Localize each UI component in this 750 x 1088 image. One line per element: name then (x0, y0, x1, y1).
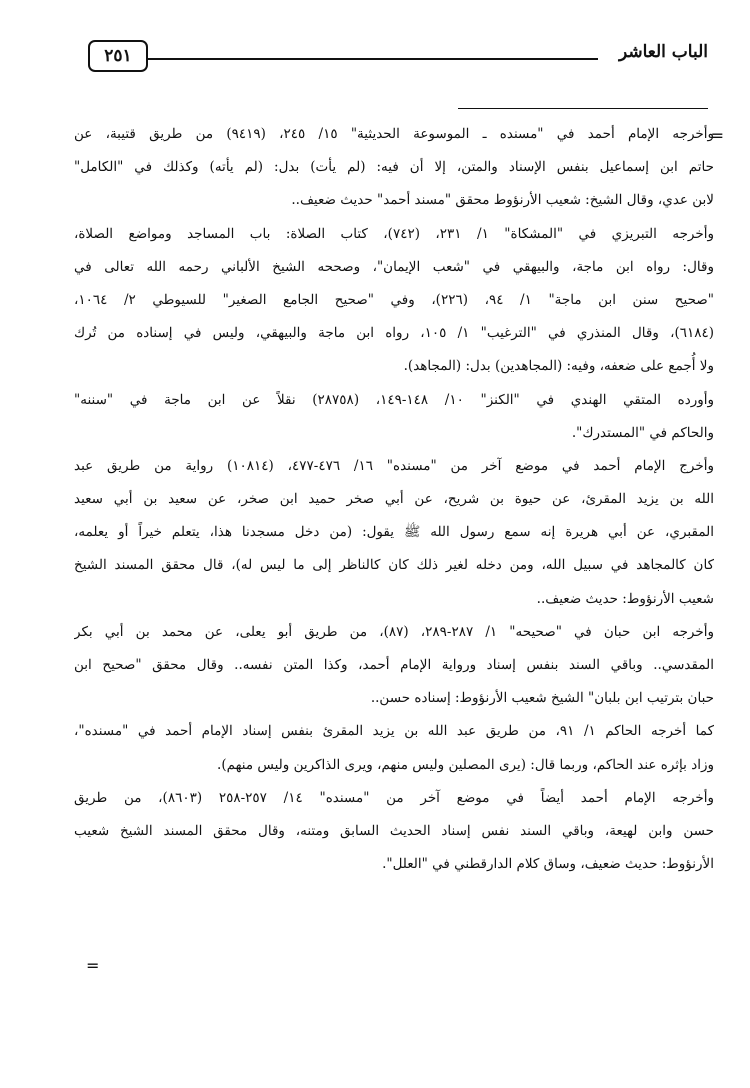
text-line: وقال: رواه ابن ماجة، والبيهقي في "شعب الإيمان"، وصححه الشيخ الألباني رحمه الله تعالى في (74, 258, 714, 275)
text-line: وزاد بإثره عند الحاكم، وربما قال: (يرى المصلين وليس منهم، ويرى الذاكرين وليس منهم). (217, 756, 714, 773)
text-line: وأخرجه الإمام أحمد أيضاً في موضع آخر من "مسنده" ١٤/ ٢٥٧-٢٥٨ (٨٦٠٣)، من طريق (74, 789, 714, 806)
text-line: كان كالمجاهد في سبيل الله، ومن دخله لغير ذلك كان كالناظر إلى ما ليس له)، قال محقق المسند الشيخ (74, 557, 714, 574)
page-header (88, 38, 708, 78)
text-line: والحاكم في "المستدرك". (571, 424, 714, 441)
text-line: الأرنؤوط: حديث ضعيف، وساق كلام الدارقطني في "العلل". (382, 856, 714, 873)
text-line: كما أخرجه الحاكم ١/ ٩١، من طريق عبد الله بن يزيد المقرئ بنفس إسناد الإمام أحمد في "مسنده"، (74, 723, 714, 740)
text-line: وأورده المتقي الهندي في "الكنز" ١٠/ ١٤٨-١٤٩، (٢٨٧٥٨) نقلاً عن ابن ماجة في "سننه" (74, 391, 714, 408)
text-line: وأخرج الإمام أحمد في موضع آخر من "مسنده" ١٦/ ٤٧٦-٤٧٧، (١٠٨١٤) رواية من طريق عبد (74, 457, 714, 474)
text-line: وأخرجه التبريزي في "المشكاة" ١/ ٢٣١، (٧٤٢)، كتاب الصلاة: باب المساجد ومواضع الصلاة، (74, 225, 714, 242)
text-line: لابن عدي، وقال الشيخ: شعيب الأرنؤوط محقق "مسند أحمد" حديث ضعيف.. (291, 192, 714, 209)
text-line: شعيب الأرنؤوط: حديث ضعيف.. (536, 590, 714, 607)
text-line: الله بن يزيد المقرئ، عن حيوة بن شريح، عن أبي صخر حميد ابن صخر، عن سعيد بن أبي سعيد (74, 491, 714, 508)
text-line: "صحيح سنن ابن ماجة" ١/ ٩٤، (٢٢٦)، وفي "صحيح الجامع الصغير" للسيوطي ٢/ ١٠٦٤، (74, 291, 714, 308)
continuation-marker-top: = (710, 126, 724, 145)
chapter-title: الباب العاشر (618, 42, 708, 62)
footnote-separator (458, 108, 708, 109)
text-line: وأخرجه ابن حبان في "صحيحه" ١/ ٢٨٧-٢٨٩، (٨٧)، من طريق أبو يعلى، عن محمد بن أبي بكر (74, 623, 714, 640)
text-line: حسن وابن لهيعة، وباقي السند نفس إسناد الحديث السابق ومتنه، وقال محقق المسند الشيخ شعيب (74, 822, 714, 839)
continuation-marker-bottom: = (86, 956, 100, 975)
text-line: حبان بترتيب ابن بلبان" الشيخ شعيب الأرنؤوط: إسناده حسن.. (370, 690, 714, 707)
text-line: المقدسي.. وباقي السند بنفس إسناد ورواية الإمام أحمد، وكذا المتن نفسه.. وقال محقق "صحيح ابن (74, 657, 714, 673)
text-line: (٦١٨٤)، وقال المنذري في "الترغيب" ١/ ١٠٥، رواه ابن ماجة والبيهقي، وليس في إسناده من تُرك (74, 325, 714, 342)
text-line: وأخرجه الإمام أحمد في "مسنده ـ الموسوعة الحديثية" ١٥/ ٢٤٥، (٩٤١٩) من طريق قتيبة، عن (74, 126, 714, 142)
text-line: المقبري، عن أبي هريرة إنه سمع رسول الله ﷺ يقول: (من دخل مسجدنا هذا، يتعلم خيراً أو يعلمه، (74, 524, 714, 541)
text-line: حاتم ابن إسماعيل بنفس الإسناد والمتن، إلا أن فيه: (لم يأت) بدل: (لم يأته) وكذلك في "الكامل" (74, 159, 714, 176)
header-rule (148, 58, 598, 60)
page-number: ٢٥١ (88, 40, 148, 72)
footnote-text (74, 118, 714, 881)
text-line: ولا أُجمع على ضعفه، وفيه: (المجاهدين) بدل: (المجاهد). (403, 358, 714, 375)
